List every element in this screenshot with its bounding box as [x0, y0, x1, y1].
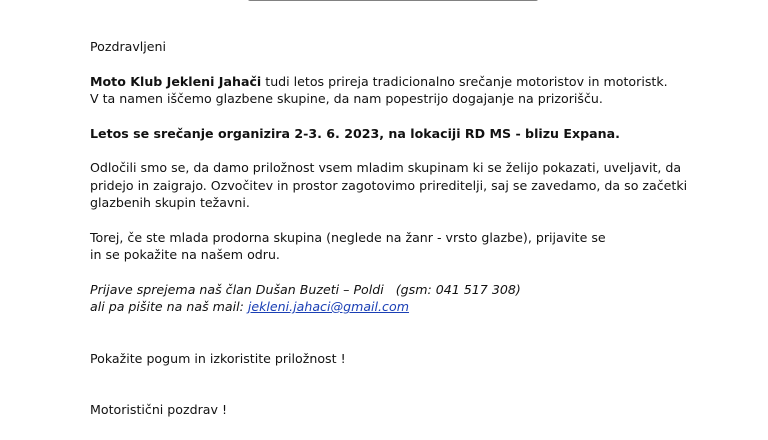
contact-line-2-prefix: ali pa pišite na naš mail:	[90, 299, 248, 314]
opportunity-line-2: pridejo in zaigrajo. Ozvočitev in prostor zagotovimo prireditelji, saj se zavedamo, da so začetki	[90, 177, 688, 193]
intro-line-1-rest: tudi letos prireja tradicionalno srečanje motoristov in motoristk.	[261, 73, 668, 89]
opportunity-line-1: Odločili smo se, da damo priložnost vsem mladim skupinam ki se želijo pokazati, uveljavit, da	[90, 160, 682, 175]
cropped-header-glyphs	[248, 0, 538, 1]
opportunity-line-3: glazbenih skupin težavni.	[90, 195, 250, 210]
club-name: Moto Klub Jekleni Jahači	[90, 73, 262, 89]
closing-greeting: Motoristični pozdrav !	[90, 402, 228, 417]
cropped-header-text	[248, 0, 538, 5]
invite-line-1: Torej, če ste mlada prodorna skupina (neglede na žanr - vrsto glazbe), prijavite se	[90, 229, 606, 245]
email-link[interactable]: jekleni.jahaci@gmail.com	[247, 299, 409, 314]
event-announcement: Letos se srečanje organizira 2-3. 6. 2023, na lokaciji RD MS - blizu Expana.	[90, 125, 620, 141]
contact-line-1: Prijave sprejema naš član Dušan Buzeti – Poldi (gsm: 041 517 308)	[90, 281, 521, 297]
letter-body	[90, 38, 730, 419]
greeting: Pozdravljeni	[90, 39, 167, 54]
intro-line-2: V ta namen iščemo glazbene skupine, da nam popestrijo dogajanje na prizorišču.	[90, 91, 603, 106]
contact-line-2	[90, 298, 730, 316]
invite-line-2: in se pokažite na našem odru.	[90, 247, 280, 262]
encouragement: Pokažite pogum in izkoristite priložnost !	[90, 350, 346, 366]
intro-line-1	[90, 73, 730, 91]
